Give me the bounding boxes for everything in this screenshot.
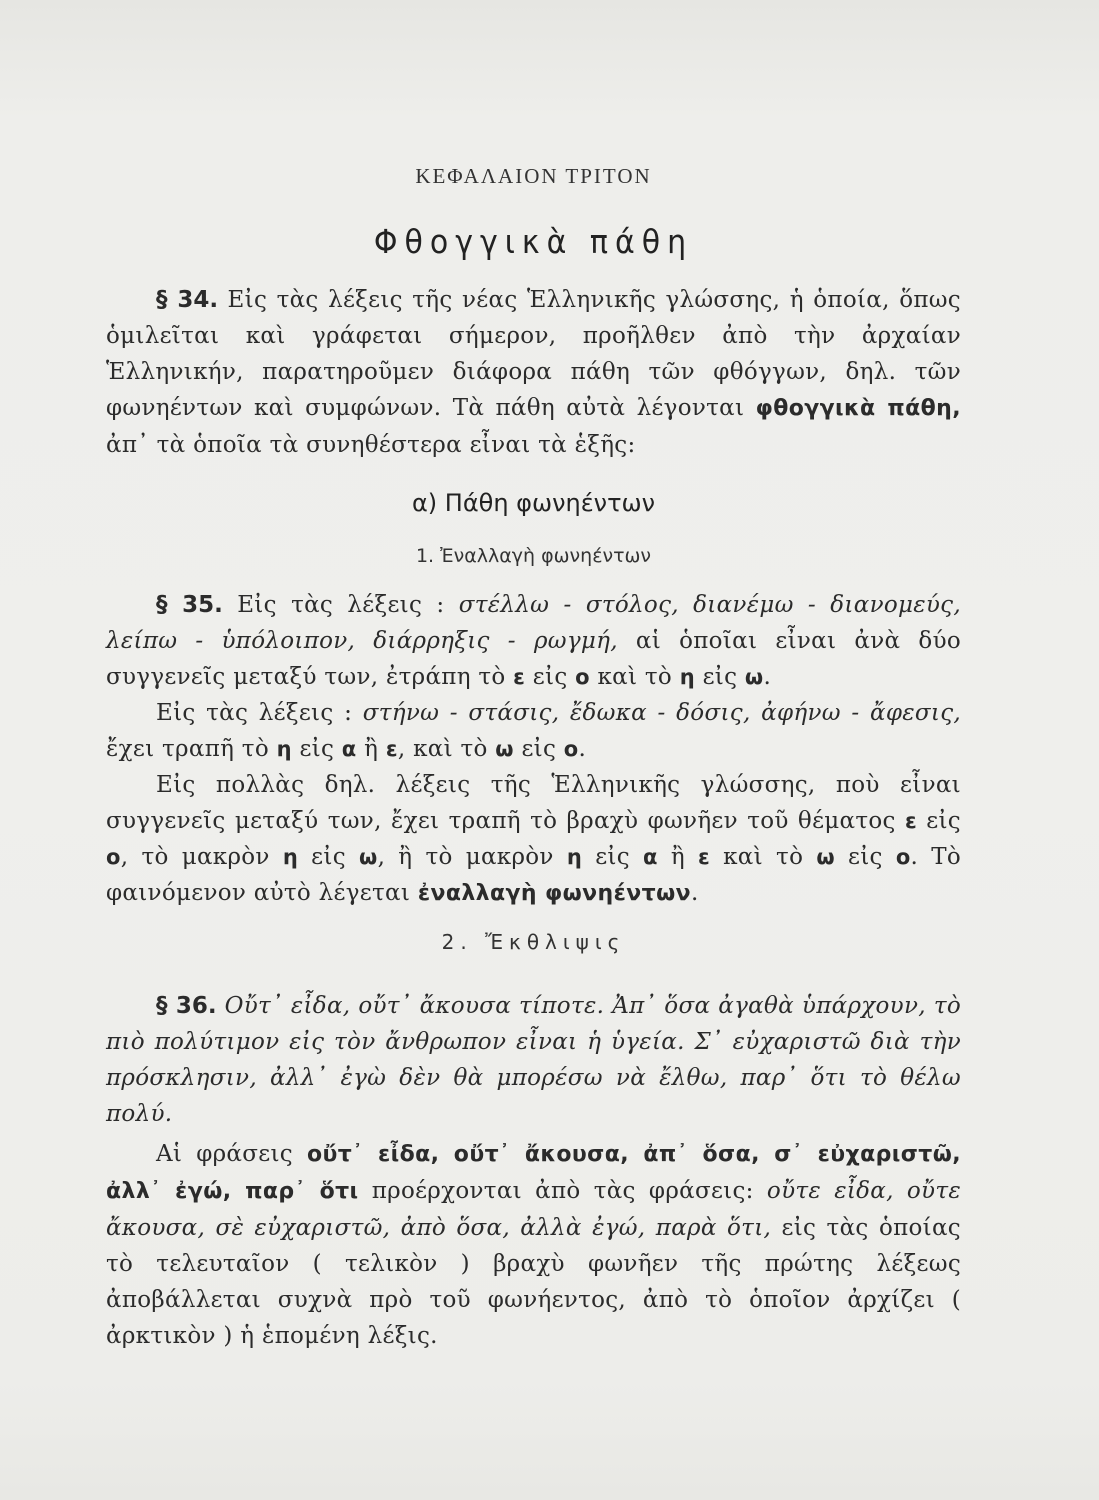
text-run: ἔχει τραπῆ τὸ (106, 736, 277, 762)
text-run: . (578, 736, 587, 762)
subsection-heading: α) Πάθη φωνηέντων (411, 489, 656, 517)
text-run: Εἰς πολλὰς δηλ. λέξεις τῆς Ἑλληνικῆς γλώσσης, ποὺ εἶναι συγγενεῖς μεταξύ των, ἔχει τραπῆ τὸ βραχὺ φωνῆεν τοῦ θέματος (106, 772, 961, 834)
text-run: εἰς (917, 808, 961, 834)
letter: ω (359, 845, 378, 869)
chapter-title: Φθογγικὰ πάθη (373, 223, 694, 262)
paragraph-34 (106, 282, 961, 463)
paragraph-36 (106, 988, 961, 1132)
text-run: καὶ τὸ (589, 664, 680, 690)
text-run: Εἰς τὰς λέξεις : (222, 592, 459, 618)
subsubsection-heading: 1. Ἐναλλαγὴ φωνηέντων (415, 545, 652, 567)
bold-term: ἐναλλαγὴ φωνηέντων (417, 881, 691, 906)
italic-examples: Οὔτ᾽ εἶδα, οὔτ᾽ ἄκουσα τίποτε. Ἀπ᾽ ὅσα ἀγαθὰ ὑπάρχουν, τὸ πιὸ πολύτιμον εἰς τὸν ἄνθρωπον εἶναι ἡ ὑγεία. Σ᾽ εὐχαριστῶ διὰ τὴν πρόσκλησιν, ἀλλ᾽ ἐγὼ δὲν θὰ μπορέσω νὰ ἔλθω, παρ᾽ ὅτι τὸ θέλω πολύ. (106, 993, 961, 1127)
text-run: εἰς (525, 664, 576, 690)
section-number: § 35. (156, 592, 223, 618)
italic-examples: οὔτε εἶδα, οὔτε ἄκουσα, σὲ εὐχαριστῶ, ἀπὸ ὅσα, ἀλλὰ ἐγώ, παρὰ ὅτι, (106, 1178, 962, 1241)
text-run: εἰς τὰς ὁποίας τὸ τελευταῖον ( τελικὸν ) βραχὺ φωνῆεν τῆς πρώτης λέξεως ἀποβάλλεται συχνὰ πρὸ τοῦ φωνήεντος, ἀπὸ τὸ ὁποῖον ἀρχίζει ( ἀρκτικὸν ) ἡ ἑπομένη λέξις. (106, 1215, 961, 1349)
text-run: . Τὸ φαινόμενον αὐτὸ λέγεται (106, 844, 962, 906)
italic-examples: στέλλω - στόλος, διανέμω - διανομεύς, λείπω - ὑπόλοιπον, διάρρηξις - ρωγμή, (106, 592, 961, 654)
text-run: εἰς (834, 844, 896, 870)
letter: ε (905, 809, 917, 833)
letter: α (643, 845, 658, 869)
paragraph-36b (106, 1136, 961, 1354)
text-run: , ἢ τὸ μακρὸν (377, 844, 567, 870)
letter: α (341, 737, 357, 761)
letter: ω (816, 845, 835, 869)
text-run: Εἰς τὰς λέξεις : (156, 700, 363, 726)
letter: ω (495, 737, 514, 761)
letter: η (276, 737, 292, 761)
text-run: Αἱ φράσεις (156, 1141, 307, 1167)
paragraph-35c (106, 767, 961, 912)
text-run: ἢ (356, 736, 386, 762)
text-run: . (690, 880, 699, 906)
bold-term: φθογγικὰ πάθη, (755, 396, 961, 421)
section-number: § 36. (156, 993, 217, 1019)
text-column (106, 150, 961, 1354)
letter: ω (744, 665, 764, 689)
paragraph-35b (106, 695, 961, 767)
text-run: εἰς (291, 736, 342, 762)
letter: ο (575, 665, 590, 689)
letter: ε (698, 845, 711, 869)
text-run: ἀπ᾽ τὰ ὁποῖα τὰ συνηθέστερα εἶναι τὰ ἑξῆς: (106, 432, 636, 458)
bold-term: οὔτ᾽ εἶδα, οὔτ᾽ ἄκουσα, ἀπ᾽ ὅσα, σ᾽ εὐχαριστῶ, ἀλλ᾽ ἐγώ, παρ᾽ ὅτι (106, 1142, 961, 1204)
text-run: ἢ (657, 844, 699, 870)
text-run: εἰς (298, 844, 359, 870)
letter: ε (513, 665, 526, 689)
letter: ε (385, 737, 398, 761)
text-run: , τὸ μακρὸν (120, 844, 283, 870)
subsubsection-heading: 2. Ἔκθλιψις (441, 930, 626, 954)
paragraph-35 (106, 587, 961, 695)
text-run: προέρχονται ἀπὸ τὰς φράσεις: (358, 1178, 767, 1204)
text-run: Εἰς τὰς λέξεις τῆς νέας Ἑλληνικῆς γλώσσης, ἡ ὁποία, ὅπως ὁμιλεῖται καὶ γράφεται σήμερον, προῆλθεν ἀπὸ τὴν ἀρχαίαν Ἑλληνικήν, παρατηροῦμεν διάφορα πάθη τῶν φθόγγων, δηλ. τῶν φωνηέντων καὶ συμφώνων. Τὰ πάθη αὐτὰ λέγονται (106, 287, 961, 421)
text-run: εἰς (513, 736, 564, 762)
section-number: § 34. (156, 287, 219, 313)
text-run: εἰς (582, 844, 644, 870)
text-run: . (763, 664, 772, 690)
letter: ο (106, 845, 121, 869)
letter: ο (895, 845, 911, 869)
letter: η (282, 845, 299, 869)
text-run: , καὶ τὸ (397, 736, 496, 762)
letter: ο (563, 737, 579, 761)
italic-examples: στήνω - στάσις, ἔδωκα - δόσις, ἀφήνω - ἄφεσις, (362, 700, 961, 726)
chapter-heading: ΚΕΦΑΛΑΙΟΝ ΤΡΙΤΟΝ (415, 164, 652, 188)
text-run: καὶ τὸ (710, 844, 817, 870)
letter: η (679, 665, 695, 689)
letter: η (566, 845, 583, 869)
text-run: εἰς (694, 664, 745, 690)
text-run: αἱ ὁποῖαι εἶναι ἀνὰ δύο συγγενεῖς μεταξύ των, ἐτράπη τὸ (106, 628, 961, 690)
